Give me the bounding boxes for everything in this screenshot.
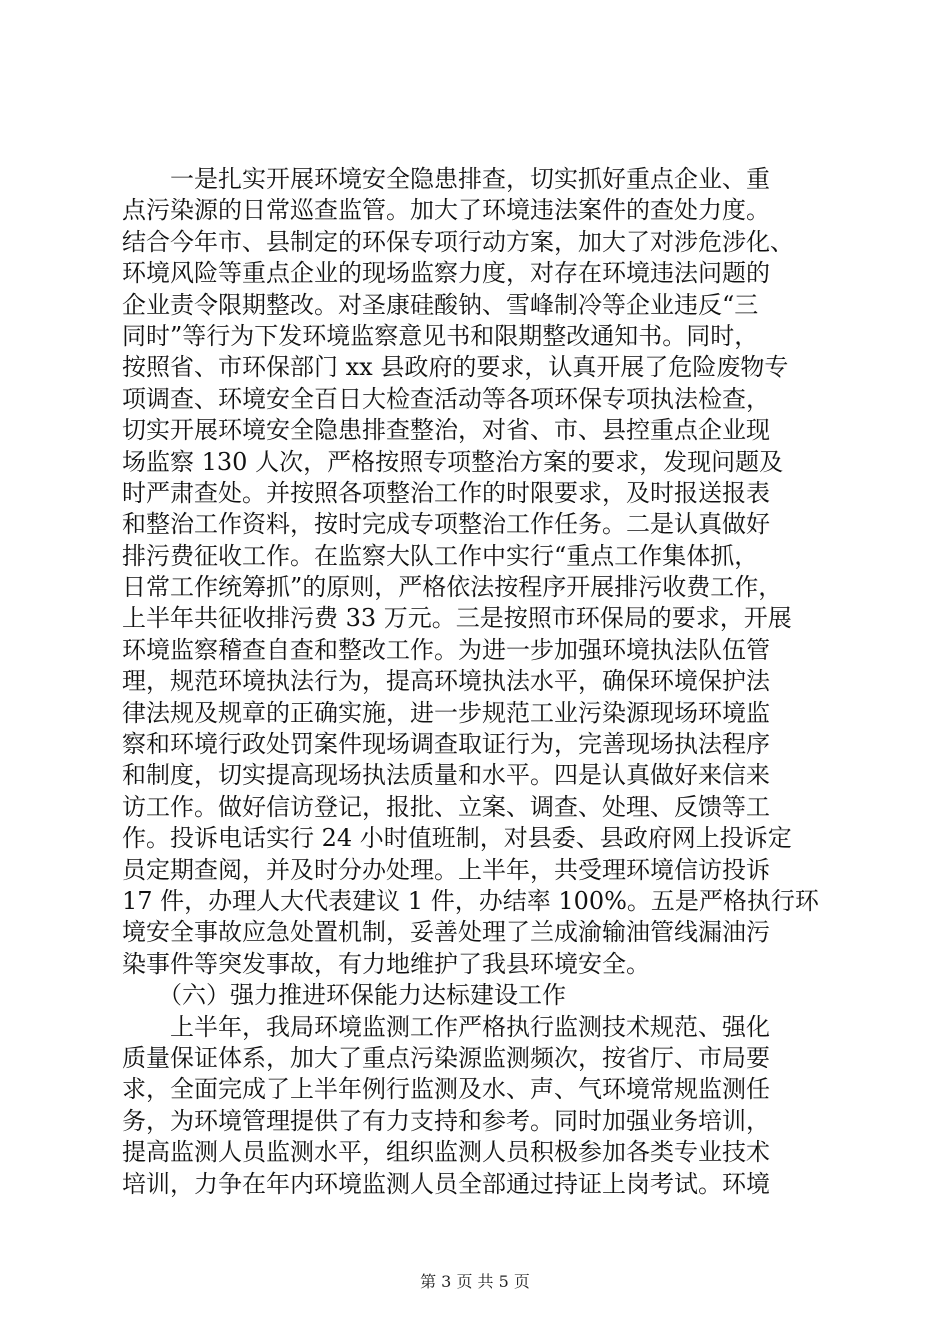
- text-line: 境安全事故应急处置机制，妥善处理了兰成渝输油管线漏油污: [122, 918, 770, 947]
- text-line: 质量保证体系，加大了重点污染源监测频次，按省厅、市局要: [122, 1043, 770, 1072]
- text-line: 求，全面完成了上半年例行监测及水、声、气环境常规监测任: [122, 1075, 770, 1104]
- text-line: 提高监测人员监测水平，组织监测人员积极参加各类专业技术: [122, 1138, 770, 1167]
- text-line: 切实开展环境安全隐患排查整治，对省、市、县控重点企业现: [122, 416, 770, 445]
- text-line: 时严肃查处。并按照各项整治工作的时限要求，及时报送报表: [122, 478, 770, 507]
- text-line: 察和环境行政处罚案件现场调查取证行为，完善现场执法程序: [122, 730, 770, 759]
- text-line: 培训，力争在年内环境监测人员全部通过持证上岗考试。环境: [122, 1169, 770, 1198]
- text-line: 项调查、环境安全百日大检查活动等各项环保专项执法检查，: [122, 384, 770, 413]
- text-line: 排污费征收工作。在监察大队工作中实行“重点工作集体抓，: [122, 541, 759, 570]
- text-line: 员定期查阅，并及时分办处理。上半年，共受理环境信访投诉: [122, 855, 770, 884]
- text-line: 企业责令限期整改。对圣康硅酸钠、雪峰制冷等企业违反“三: [122, 290, 759, 319]
- text-line: 理，规范环境执法行为，提高环境执法水平，确保环境保护法: [122, 667, 770, 696]
- document-body: [122, 164, 834, 1200]
- text-line: 同时”等行为下发环境监察意见书和限期整改通知书。同时，: [122, 321, 759, 350]
- text-line: 日常工作统筹抓”的原则，严格依法按程序开展排污收费工作，: [122, 573, 783, 602]
- text-line: 按照省、市环保部门 xx 县政府的要求，认真开展了危险废物专: [122, 353, 789, 382]
- text-line: 点污染源的日常巡查监管。加大了环境违法案件的查处力度。: [122, 196, 770, 225]
- text-line: 染事件等突发事故，有力地维护了我县环境安全。: [122, 949, 650, 978]
- text-line: 一是扎实开展环境安全隐患排查，切实抓好重点企业、重: [122, 165, 770, 193]
- text-line: 环境风险等重点企业的现场监察力度，对存在环境违法问题的: [122, 259, 770, 288]
- text-line: 环境监察稽查自查和整改工作。为进一步加强环境执法队伍管: [122, 635, 770, 664]
- section-heading: （六）强力推进环保能力达标建设工作: [122, 981, 566, 1010]
- text-line: 场监察 130 人次，严格按照专项整治方案的要求，发现问题及: [122, 447, 784, 476]
- text-line: 17 件，办理人大代表建议 1 件，办结率 100%。五是严格执行环: [122, 886, 819, 915]
- text-line: 结合今年市、县制定的环保专项行动方案，加大了对涉危涉化、: [122, 227, 794, 256]
- text-line: 作。投诉电话实行 24 小时值班制，对县委、县政府网上投诉定: [122, 824, 792, 853]
- text-line: 务，为环境管理提供了有力支持和参考。同时加强业务培训，: [122, 1106, 770, 1135]
- page-footer: 第 3 页 共 5 页: [420, 1272, 530, 1291]
- text-line: 和制度，切实提高现场执法质量和水平。四是认真做好来信来: [122, 761, 770, 790]
- text-line: 访工作。做好信访登记，报批、立案、调查、处理、反馈等工: [122, 792, 770, 821]
- text-line: 律法规及规章的正确实施，进一步规范工业污染源现场环境监: [122, 698, 770, 727]
- text-line: 上半年共征收排污费 33 万元。三是按照市环保局的要求，开展: [122, 604, 792, 633]
- text-line: 上半年，我局环境监测工作严格执行监测技术规范、强化: [122, 1012, 770, 1041]
- text-line: 和整治工作资料，按时完成专项整治工作任务。二是认真做好: [122, 510, 770, 539]
